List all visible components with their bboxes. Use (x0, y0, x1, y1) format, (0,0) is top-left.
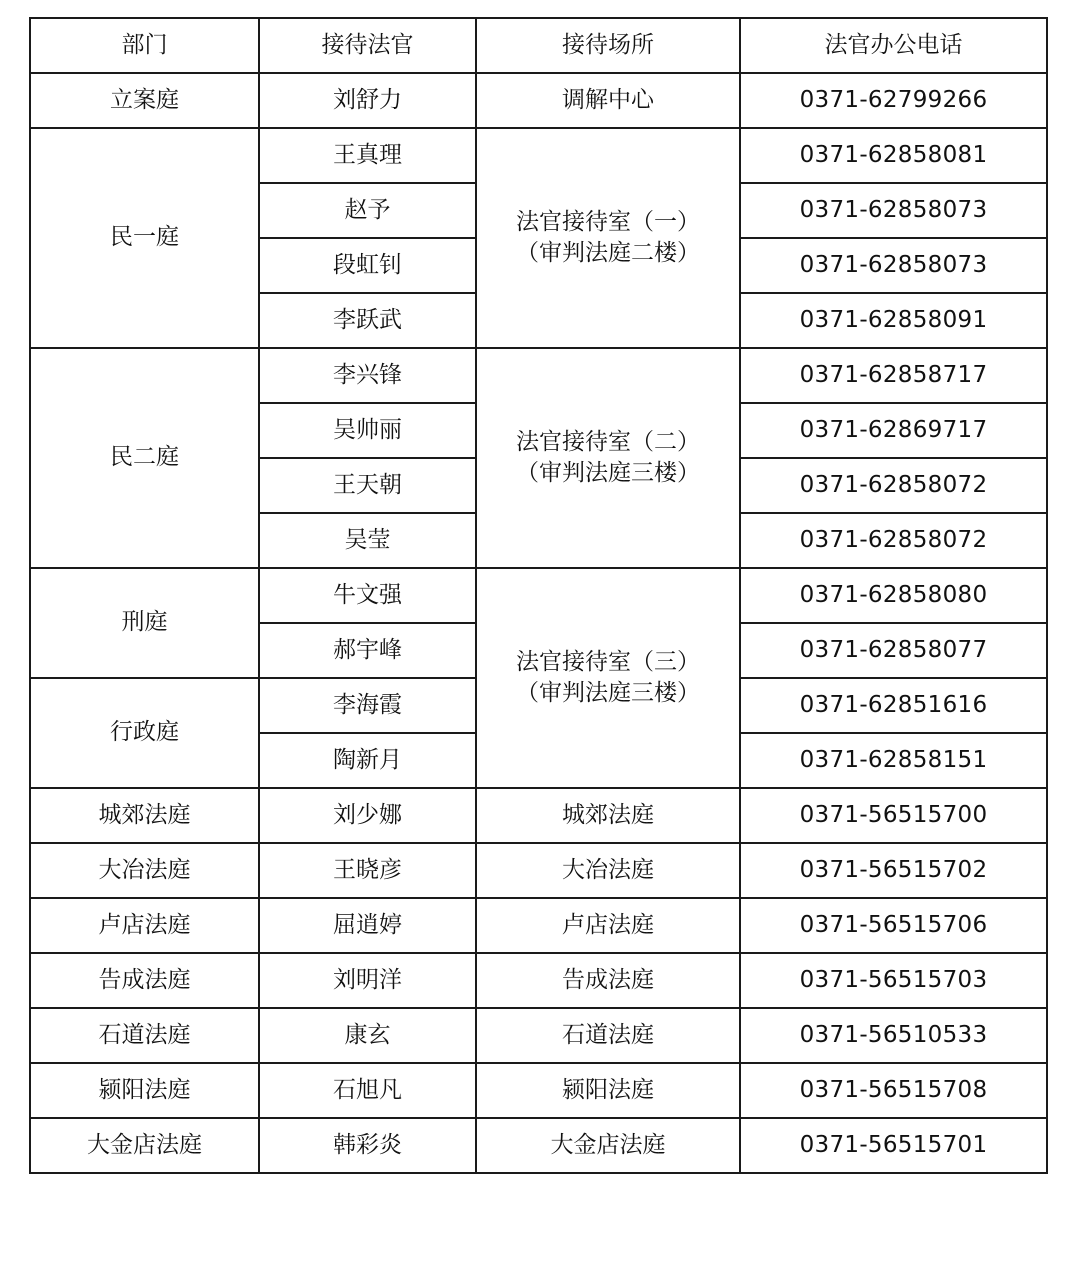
place-cell (476, 568, 740, 788)
place-cell: 告成法庭 (476, 953, 740, 1008)
dept-cell: 颍阳法庭 (30, 1063, 259, 1118)
dept-cell: 石道法庭 (30, 1008, 259, 1063)
place-cell: 城郊法庭 (476, 788, 740, 843)
dept-cell: 民二庭 (30, 348, 259, 568)
place-cell: 大冶法庭 (476, 843, 740, 898)
phone-cell: 0371-56515706 (740, 898, 1047, 953)
table-row (30, 953, 1047, 1008)
phone-cell: 0371-62858072 (740, 513, 1047, 568)
judge-reception-table (29, 17, 1048, 1174)
table-row (30, 568, 1047, 623)
place-line-2: （审判法庭三楼） (516, 680, 700, 706)
judge-cell: 李海霞 (259, 678, 476, 733)
judge-cell: 郝宇峰 (259, 623, 476, 678)
judge-cell: 刘明洋 (259, 953, 476, 1008)
phone-cell: 0371-62869717 (740, 403, 1047, 458)
dept-cell: 行政庭 (30, 678, 259, 788)
table-row (30, 788, 1047, 843)
phone-cell: 0371-56515703 (740, 953, 1047, 1008)
table-row (30, 348, 1047, 403)
phone-cell: 0371-56515700 (740, 788, 1047, 843)
dept-cell: 立案庭 (30, 73, 259, 128)
phone-cell: 0371-62858072 (740, 458, 1047, 513)
judge-cell: 吴莹 (259, 513, 476, 568)
place-line-2: （审判法庭三楼） (516, 460, 700, 486)
header-row (30, 18, 1047, 73)
phone-cell: 0371-62858151 (740, 733, 1047, 788)
place-line-1: 法官接待室（二） (516, 428, 700, 455)
place-cell (476, 348, 740, 568)
judge-cell: 王晓彦 (259, 843, 476, 898)
table-row (30, 1008, 1047, 1063)
phone-cell: 0371-62858081 (740, 128, 1047, 183)
judge-cell: 康玄 (259, 1008, 476, 1063)
phone-cell: 0371-62858073 (740, 238, 1047, 293)
place-line-1: 法官接待室（三） (516, 648, 700, 675)
judge-cell: 刘舒力 (259, 73, 476, 128)
dept-cell: 城郊法庭 (30, 788, 259, 843)
judge-cell: 石旭凡 (259, 1063, 476, 1118)
judge-cell: 陶新月 (259, 733, 476, 788)
judge-cell: 李跃武 (259, 293, 476, 348)
header-dept: 部门 (30, 18, 259, 73)
phone-cell: 0371-62858077 (740, 623, 1047, 678)
dept-cell: 告成法庭 (30, 953, 259, 1008)
table-row (30, 128, 1047, 183)
header-place: 接待场所 (476, 18, 740, 73)
place-line-1: 法官接待室（一） (516, 208, 700, 235)
phone-cell: 0371-56510533 (740, 1008, 1047, 1063)
table-row (30, 1118, 1047, 1173)
judge-cell: 韩彩炎 (259, 1118, 476, 1173)
table-row (30, 73, 1047, 128)
judge-cell: 牛文强 (259, 568, 476, 623)
judge-cell: 赵予 (259, 183, 476, 238)
dept-cell: 卢店法庭 (30, 898, 259, 953)
phone-cell: 0371-62858717 (740, 348, 1047, 403)
place-cell: 卢店法庭 (476, 898, 740, 953)
phone-cell: 0371-62799266 (740, 73, 1047, 128)
judge-cell: 吴帅丽 (259, 403, 476, 458)
place-cell: 大金店法庭 (476, 1118, 740, 1173)
header-judge: 接待法官 (259, 18, 476, 73)
place-line-2: （审判法庭二楼） (516, 240, 700, 266)
phone-cell: 0371-62858073 (740, 183, 1047, 238)
judge-cell: 段虹钊 (259, 238, 476, 293)
place-cell: 石道法庭 (476, 1008, 740, 1063)
judge-cell: 屈逍婷 (259, 898, 476, 953)
phone-cell: 0371-56515701 (740, 1118, 1047, 1173)
phone-cell: 0371-62858091 (740, 293, 1047, 348)
judge-cell: 王真理 (259, 128, 476, 183)
dept-cell: 大金店法庭 (30, 1118, 259, 1173)
judge-cell: 刘少娜 (259, 788, 476, 843)
judge-cell: 王天朝 (259, 458, 476, 513)
dept-cell: 大冶法庭 (30, 843, 259, 898)
place-cell: 颍阳法庭 (476, 1063, 740, 1118)
phone-cell: 0371-56515702 (740, 843, 1047, 898)
dept-cell: 民一庭 (30, 128, 259, 348)
judge-cell: 李兴锋 (259, 348, 476, 403)
place-cell: 调解中心 (476, 73, 740, 128)
dept-cell: 刑庭 (30, 568, 259, 678)
table-row (30, 843, 1047, 898)
header-phone: 法官办公电话 (740, 18, 1047, 73)
phone-cell: 0371-62851616 (740, 678, 1047, 733)
phone-cell: 0371-62858080 (740, 568, 1047, 623)
table-row (30, 1063, 1047, 1118)
table-row (30, 898, 1047, 953)
phone-cell: 0371-56515708 (740, 1063, 1047, 1118)
place-cell (476, 128, 740, 348)
